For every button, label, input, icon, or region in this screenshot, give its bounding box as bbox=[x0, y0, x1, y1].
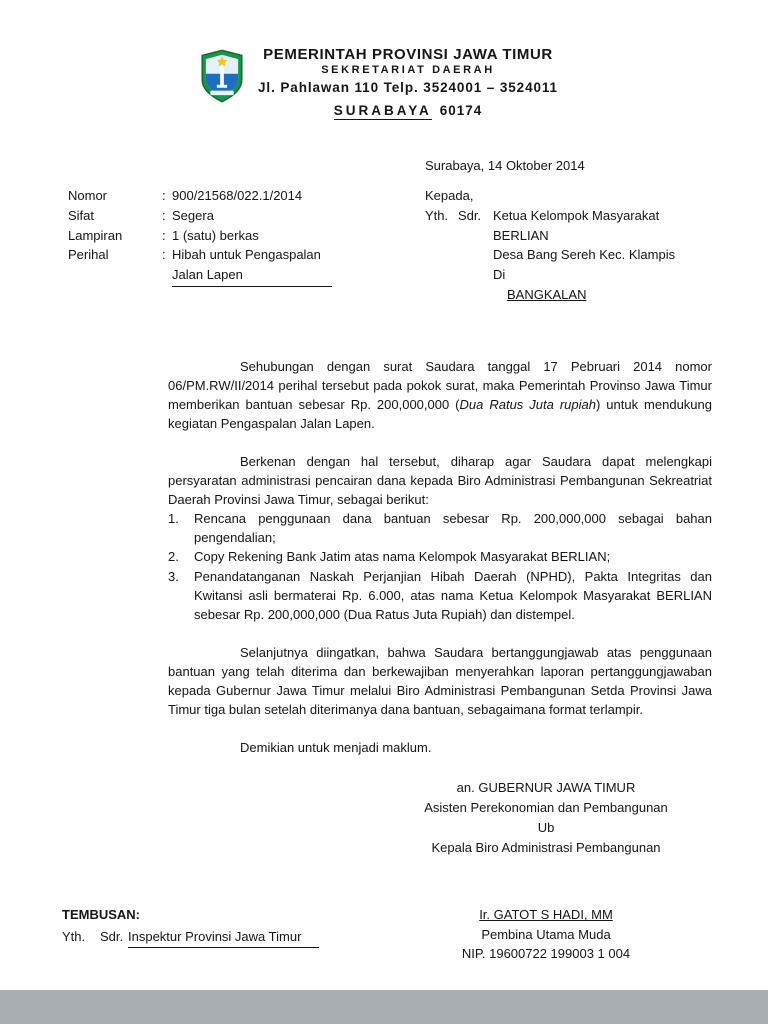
recipient-line-3: Desa Bang Sereh Kec. Klampis bbox=[493, 247, 676, 263]
tembusan-item: Inspektur Provinsi Jawa Timur bbox=[128, 927, 319, 949]
signature-an-line: an. GUBERNUR JAWA TIMUR bbox=[456, 780, 636, 796]
signer-nip: NIP. 19600722 199003 1 004 bbox=[461, 946, 631, 962]
paragraph-3: Selanjutnya diingatkan, bahwa Saudara bertanggungjawab atas penggunaan bantuan yang telah diterima dan berkewajiban menyerahkan laporan pertanggungjawaban kepada Gubernur Jawa Timur melalui Biro Administrasi Pembangunan Setda Provinsi Jawa Timur tiga bulan setelah diterimanya dana bantuan, sebagaimana format terlampir. bbox=[168, 644, 712, 718]
requirements-list bbox=[168, 509, 712, 624]
list-item-number: 1. bbox=[168, 511, 179, 527]
list-item-number: 3. bbox=[168, 568, 179, 584]
list-item-2 bbox=[168, 547, 712, 566]
paragraph-2: Berkenan dengan hal tersebut, diharap agar Saudara dapat melengkapi persyaratan administrasi pencairan dana kepada Biro Administrasi Pembangunan Sekreatriat Daerah Provinsi Jawa Timur, sebagai berikut: bbox=[168, 453, 712, 508]
meta-label: Nomor bbox=[68, 188, 108, 203]
recipient-kepada: Kepada, bbox=[425, 188, 474, 203]
paragraph-1 bbox=[168, 357, 712, 433]
org-city: SURABAYA bbox=[333, 103, 432, 118]
org-city-line bbox=[258, 103, 558, 118]
signature-block bbox=[396, 778, 696, 857]
meta-separator: : bbox=[162, 227, 166, 243]
recipient-block bbox=[425, 186, 675, 305]
meta-value-sifat: Segera bbox=[172, 207, 214, 223]
meta-row-perihal-continuation bbox=[68, 265, 425, 287]
scan-background-strip bbox=[0, 990, 768, 1024]
date-line: Surabaya, 14 Oktober 2014 bbox=[425, 158, 585, 173]
org-postal-code: 60174 bbox=[439, 103, 483, 118]
tembusan-item-row bbox=[62, 927, 319, 949]
paragraph-spacer bbox=[168, 624, 712, 643]
recipient-lines bbox=[493, 206, 675, 305]
letterhead bbox=[46, 46, 712, 118]
signature-title-1: Asisten Perekonomian dan Pembangunan bbox=[424, 800, 668, 816]
signer-name: Ir. GATOT S HADI, MM bbox=[479, 907, 613, 923]
emblem-icon bbox=[200, 48, 244, 104]
recipient-city: BANGKALAN bbox=[507, 286, 587, 302]
letterhead-text bbox=[258, 46, 558, 118]
list-item-text: Rencana penggunaan dana bantuan sebesar Rp. 200,000,000 sebagai bahan pengendalian; bbox=[194, 511, 712, 546]
meta-recipient-block bbox=[62, 186, 712, 305]
meta-separator: : bbox=[162, 207, 166, 223]
paragraph-1-italic: Dua Ratus Juta rupiah bbox=[459, 396, 596, 412]
org-name: PEMERINTAH PROVINSI JAWA TIMUR bbox=[263, 46, 553, 63]
signature-title-2: Kepala Biro Administrasi Pembangunan bbox=[431, 839, 661, 855]
closing-line: Demikian untuk menjadi maklum. bbox=[240, 740, 432, 756]
list-item-1 bbox=[168, 509, 712, 547]
paragraph-spacer bbox=[168, 433, 712, 452]
tembusan-block bbox=[62, 905, 319, 948]
meta-value-nomor: 900/21568/022.1/2014 bbox=[172, 188, 303, 203]
footer-row bbox=[62, 905, 712, 964]
recipient-address bbox=[425, 206, 675, 305]
meta-separator: : bbox=[162, 188, 166, 203]
recipient-line-1: Ketua Kelompok Masyarakat bbox=[493, 207, 660, 223]
meta-value-perihal: Hibah untuk Pengaspalan bbox=[172, 247, 321, 263]
signer-identity bbox=[396, 905, 696, 964]
meta-row-sifat bbox=[68, 206, 425, 226]
tembusan-sdr: Sdr. bbox=[100, 928, 124, 944]
paragraph-1-text: Sehubungan dengan surat Saudara tanggal 17 Pebruari 2014 nomor 06/PM.RW/II/2014 perihal tersebut pada pokok surat, maka Pemerintah Provinso Jawa Timur memberikan bantuan sebesar Rp. 200,000,000 ( bbox=[168, 358, 712, 412]
recipient-yth: Yth. bbox=[425, 207, 449, 223]
meta-row-lampiran bbox=[68, 226, 425, 246]
list-item-text: Copy Rekening Bank Jatim atas nama Kelompok Masyarakat BERLIAN; bbox=[194, 549, 611, 565]
letter-body bbox=[168, 357, 712, 758]
meta-row-perihal bbox=[68, 245, 425, 265]
meta-row-nomor bbox=[68, 186, 425, 206]
letter-meta bbox=[62, 186, 425, 305]
tembusan-yth: Yth. bbox=[62, 928, 86, 944]
perihal-continuation: Jalan Lapen bbox=[172, 265, 332, 287]
org-address: Jl. Pahlawan 110 Telp. 3524001 – 3524011 bbox=[258, 80, 558, 95]
meta-separator: : bbox=[162, 247, 166, 263]
signer-rank: Pembina Utama Muda bbox=[481, 926, 611, 942]
east-java-emblem-logo bbox=[200, 48, 244, 104]
paragraph-spacer bbox=[168, 719, 712, 738]
tembusan-title: TEMBUSAN: bbox=[62, 907, 140, 923]
list-item-number: 2. bbox=[168, 549, 179, 565]
recipient-line-4: Di bbox=[493, 267, 506, 282]
signature-ub: Ub bbox=[537, 819, 555, 835]
meta-label: Lampiran bbox=[68, 227, 123, 243]
list-item-3 bbox=[168, 567, 712, 624]
meta-label: Sifat bbox=[68, 207, 95, 223]
recipient-city-wrap bbox=[493, 285, 675, 305]
list-item-text: Penandatanganan Naskah Perjanjian Hibah Daerah (NPHD), Pakta Integritas dan Kwitansi asli bermaterai Rp. 6.000, atas nama Ketua Kelompok Masyarakat BERLIAN sebesar Rp. 200,000,000 (Dua Ratus Juta Rupiah) dan distempel. bbox=[194, 568, 712, 622]
meta-label: Perihal bbox=[68, 247, 109, 263]
recipient-sdr: Sdr. bbox=[458, 207, 482, 223]
recipient-line-2: BERLIAN bbox=[493, 227, 549, 243]
paragraph-1-text-end: ) untuk mendukung kegiatan Pengaspalan Jalan Lapen. bbox=[168, 396, 712, 431]
org-department: SEKRETARIAT DAERAH bbox=[321, 64, 495, 76]
meta-value-lampiran: 1 (satu) berkas bbox=[172, 227, 259, 243]
